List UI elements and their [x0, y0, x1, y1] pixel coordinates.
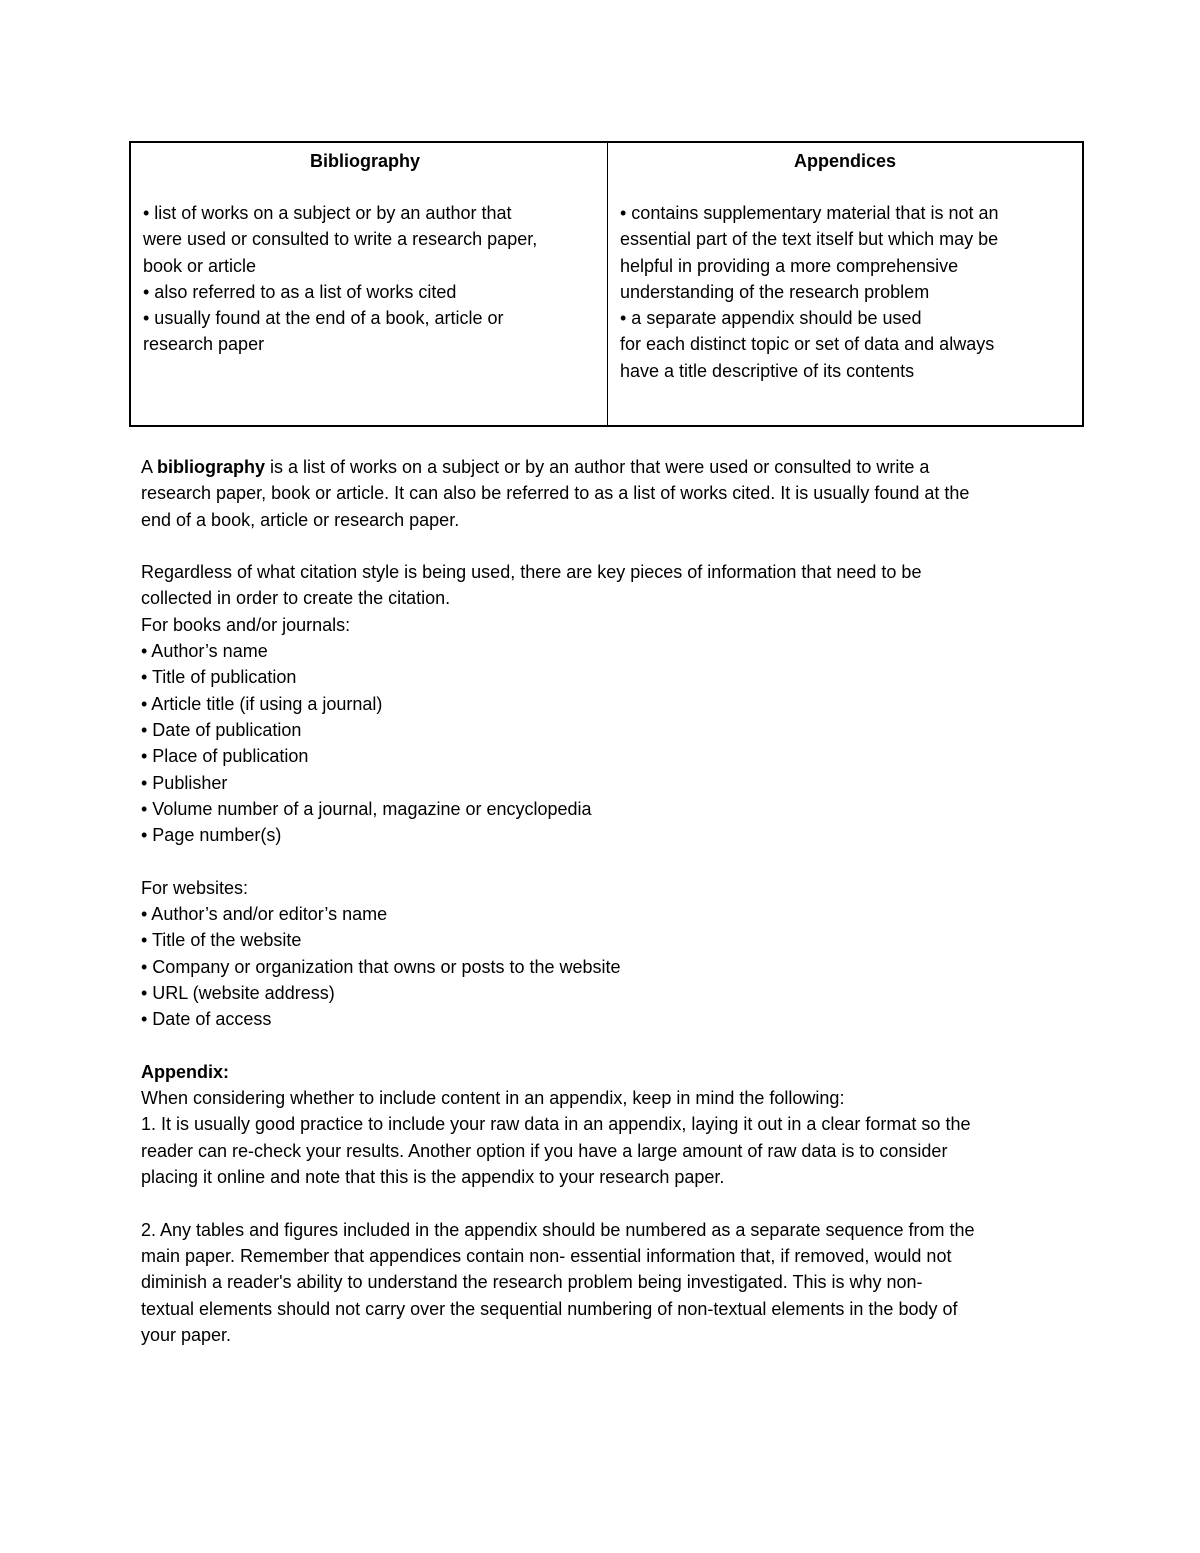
list-item: • Volume number of a journal, magazine or encyclopedia [141, 798, 592, 819]
citation-line-2: collected in order to create the citation. [141, 588, 451, 609]
appendices-column [608, 143, 1082, 425]
books-list [141, 638, 1071, 848]
appendix-point-2-line: 2. Any tables and figures included in the appendix should be numbered as a separate sequence from the [141, 1219, 975, 1240]
list-item: • Date of publication [141, 719, 302, 740]
appendices-line: • contains supplementary material that is not an [620, 203, 999, 223]
appendix-heading: Appendix: [141, 1061, 229, 1082]
books-label: For books and/or journals: [141, 614, 351, 635]
intro-prefix: A [141, 457, 158, 477]
intro-line-1 [141, 454, 1071, 480]
bibliography-line: were used or consulted to write a research paper, [143, 229, 538, 250]
bibliography-line: research paper [143, 334, 265, 355]
list-item: • Title of publication [141, 667, 297, 688]
list-item: • URL (website address) [141, 982, 335, 1003]
appendices-line: • a separate appendix should be used [620, 308, 922, 329]
list-item: • Date of access [141, 1009, 272, 1030]
appendices-line: have a title descriptive of its contents [620, 360, 915, 381]
comparison-table [129, 141, 1084, 427]
appendices-heading: Appendices [793, 151, 897, 171]
list-item: • Article title (if using a journal) [141, 693, 383, 714]
intro-paragraph [141, 454, 1071, 533]
intro-line-2: research paper, book or article. It can also be referred to as a list of works cited. It is usually found at the [141, 483, 970, 504]
bibliography-line: • usually found at the end of a book, article or [143, 308, 504, 329]
appendix-point-2 [141, 1217, 1071, 1348]
appendices-line: essential part of the text itself but which may be [620, 229, 999, 250]
bibliography-line: • also referred to as a list of works cited [143, 281, 457, 302]
citation-line-1: Regardless of what citation style is being used, there are key pieces of information that need to be [141, 562, 922, 583]
appendices-line: understanding of the research problem [620, 281, 930, 302]
appendix-point-2-line: diminish a reader's ability to understand the research problem being investigated. This is why non- [141, 1272, 923, 1293]
intro-line-1-rest: is a list of works on a subject or by an author that were used or consulted to write a [265, 457, 930, 477]
body-text [141, 454, 1071, 1348]
list-item: • Page number(s) [141, 825, 282, 846]
list-item: • Author’s and/or editor’s name [141, 904, 388, 925]
appendices-line: for each distinct topic or set of data and always [620, 334, 995, 355]
websites-label: For websites: [141, 877, 249, 898]
bibliography-heading: Bibliography [309, 151, 420, 171]
bibliography-term: bibliography [157, 457, 266, 477]
bibliography-line: book or article [143, 255, 257, 276]
bibliography-line: • list of works on a subject or by an author that [143, 203, 512, 223]
list-item: • Author’s name [141, 641, 268, 662]
citation-paragraph [141, 559, 1071, 638]
appendix-point-1-line: placing it online and note that this is the appendix to your research paper. [141, 1167, 725, 1188]
appendix-point-2-line: textual elements should not carry over the sequential numbering of non-textual elements in the body of [141, 1298, 958, 1319]
appendix-section [141, 1059, 1071, 1190]
appendix-point-2-line: main paper. Remember that appendices contain non- essential information that, if removed, would not [141, 1245, 952, 1266]
list-item: • Publisher [141, 772, 228, 793]
appendix-intro: When considering whether to include content in an appendix, keep in mind the following: [141, 1088, 845, 1109]
bibliography-column [131, 143, 608, 425]
appendix-point-1-line: reader can re-check your results. Another option if you have a large amount of raw data is to consider [141, 1140, 948, 1161]
appendix-point-2-line: your paper. [141, 1324, 232, 1345]
websites-section [141, 875, 1071, 901]
appendices-line: helpful in providing a more comprehensive [620, 255, 959, 276]
list-item: • Place of publication [141, 746, 309, 767]
list-item: • Title of the website [141, 930, 302, 951]
intro-line-3: end of a book, article or research paper. [141, 509, 460, 530]
list-item: • Company or organization that owns or posts to the website [141, 956, 621, 977]
websites-list [141, 901, 1071, 1032]
appendix-point-1-line: 1. It is usually good practice to include your raw data in an appendix, laying it out in a clear format so the [141, 1114, 971, 1135]
